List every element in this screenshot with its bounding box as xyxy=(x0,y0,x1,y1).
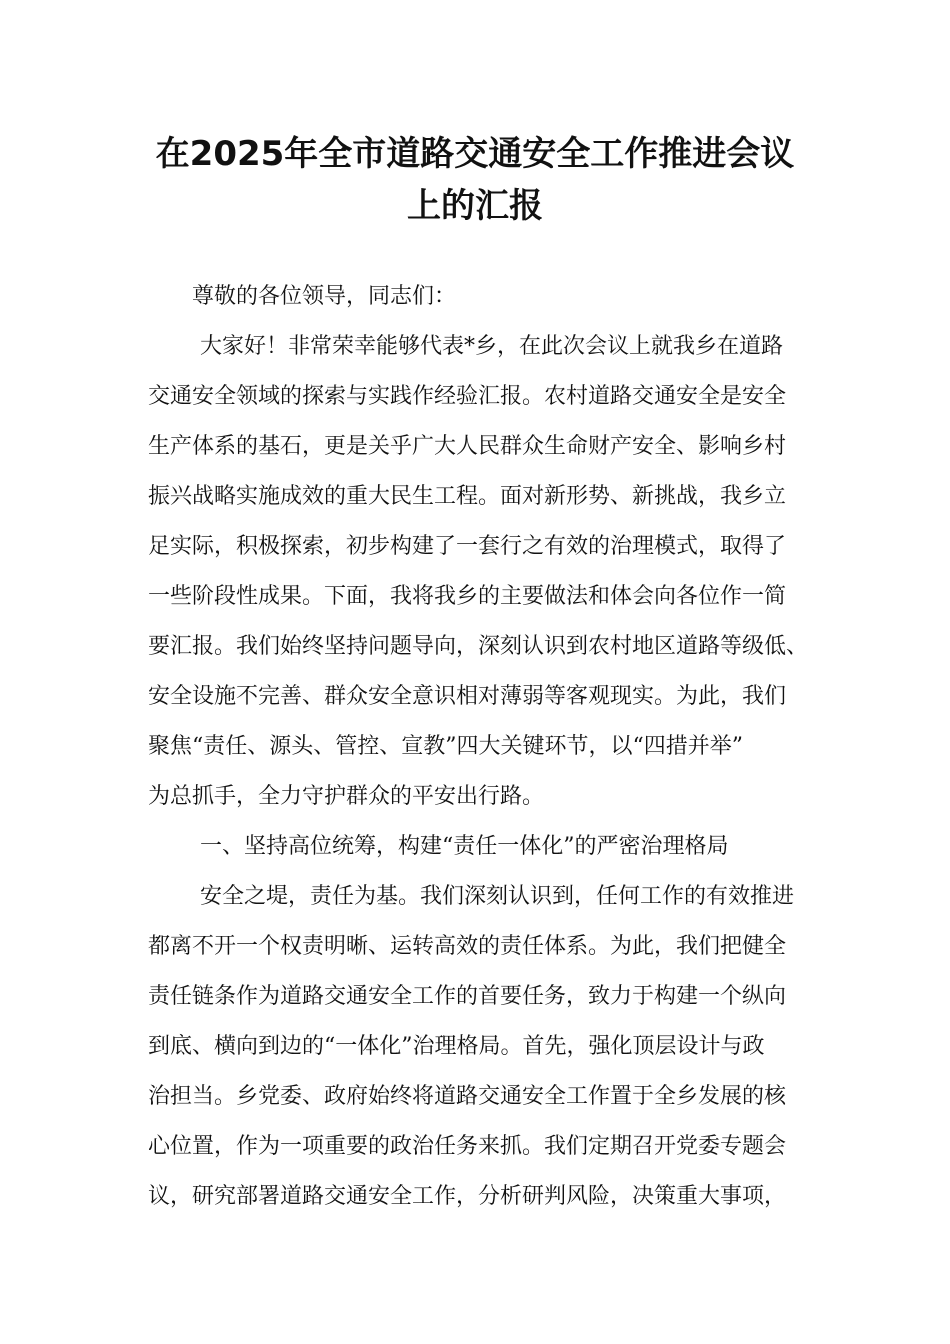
body-line: 生产体系的基石，更是关乎广大人民群众生命财产安全、影响乡村 xyxy=(148,434,787,459)
body-line: 交通安全领域的探索与实践作经验汇报。农村道路交通安全是安全 xyxy=(148,384,787,409)
body-line: 大家好！非常荣幸能够代表*乡，在此次会议上就我乡在道路 xyxy=(200,334,784,359)
document-title-line-1: 在2025年全市道路交通安全工作推进会议 xyxy=(155,134,795,174)
body-line: 为总抓手，全力守护群众的平安出行路。 xyxy=(148,784,545,809)
body-line: 要汇报。我们始终坚持问题导向，深刻认识到农村地区道路等级低、 xyxy=(148,634,809,659)
body-line: 责任链条作为道路交通安全工作的首要任务，致力于构建一个纵向 xyxy=(148,984,787,1009)
body-line: 议，研究部署道路交通安全工作，分析研判风险，决策重大事项， xyxy=(148,1184,787,1209)
document-title-line-2: 上的汇报 xyxy=(407,186,543,226)
body-line: 心位置，作为一项重要的政治任务来抓。我们定期召开党委专题会 xyxy=(148,1134,787,1159)
body-line: 足实际，积极探索，初步构建了一套行之有效的治理模式，取得了 xyxy=(148,534,787,559)
body-line: 都离不开一个权责明晰、运转高效的责任体系。为此，我们把健全 xyxy=(148,934,787,959)
body-line: 安全设施不完善、群众安全意识相对薄弱等客观现实。为此，我们 xyxy=(148,684,787,709)
body-line: 到底、横向到边的“一体化”治理格局。首先，强化顶层设计与政 xyxy=(148,1034,765,1059)
body-line: 安全之堤，责任为基。我们深刻认识到，任何工作的有效推进 xyxy=(200,884,795,909)
body-line: 治担当。乡党委、政府始终将道路交通安全工作置于全乡发展的核 xyxy=(148,1084,787,1109)
body-line: 一些阶段性成果。下面，我将我乡的主要做法和体会向各位作一简 xyxy=(148,584,787,609)
body-line: 振兴战略实施成效的重大民生工程。面对新形势、新挑战，我乡立 xyxy=(148,484,787,509)
body-line: 聚焦“责任、源头、管控、宣教”四大关键环节，以“四措并举” xyxy=(148,734,743,759)
body-line: 一、坚持高位统筹，构建“责任一体化”的严密治理格局 xyxy=(200,834,729,859)
body-line: 尊敬的各位领导，同志们： xyxy=(192,284,457,309)
